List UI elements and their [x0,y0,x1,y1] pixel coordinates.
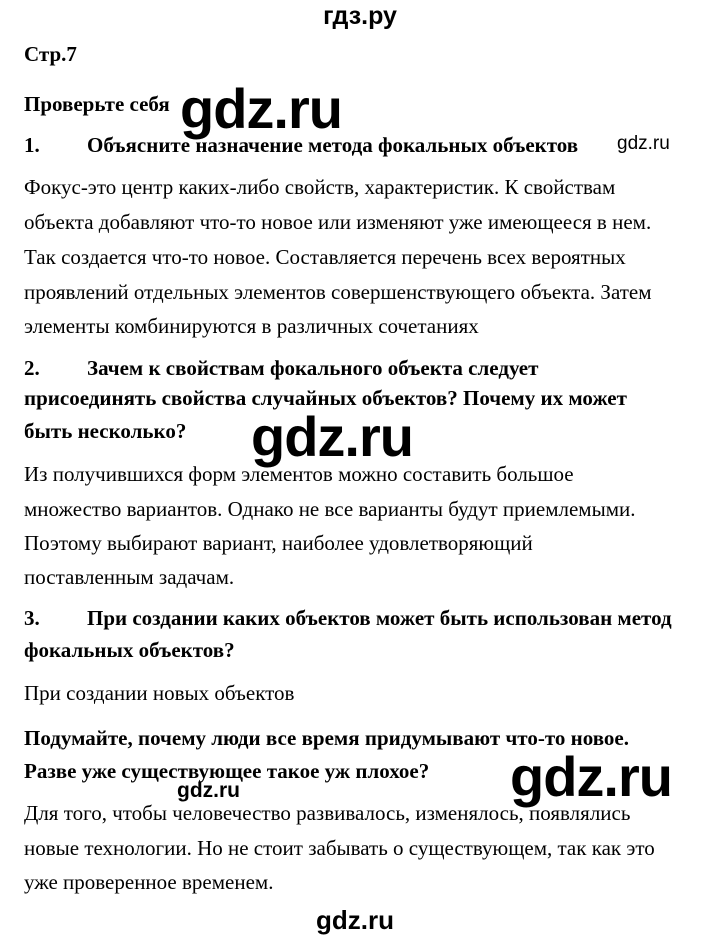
question-2-text-line: присоединять свойства случайных объектов? Почему их может [24,386,627,410]
question-2-text-line: Зачем к свойствам фокального объекта следует [87,356,539,380]
answer-1-line: элементы комбинируются в различных сочетаниях [24,314,479,338]
answer-1-line: проявлений отдельных элементов совершенствующего объекта. Затем [24,280,652,304]
page-label: Стр.7 [24,42,77,66]
question-3-number: 3. [24,606,40,630]
question-2-text-line: быть несколько? [24,419,187,443]
think-answer-line: уже проверенное временем. [24,870,274,894]
answer-2-line: поставленным задачам. [24,565,235,589]
think-question-line: Разве уже существующее такое уж плохое? [24,759,430,783]
watermark: gdz.ru [617,133,670,154]
question-1-text: Объясните назначение метода фокальных объектов [87,133,579,157]
answer-2-line: Из получившихся форм элементов можно составить большое [24,462,574,486]
question-3-text-line: фокальных объектов? [24,638,235,662]
think-answer-line: новые технологии. Но не стоит забывать о существующем, так как это [24,836,655,860]
watermark: gdz.ru [180,77,342,140]
watermark: gdz.ru [510,745,672,808]
question-2-number: 2. [24,356,40,380]
answer-3-line: При создании новых объектов [24,681,295,705]
answer-2-line: множество вариантов. Однако не все варианты будут приемлемыми. [24,497,636,521]
answer-1-line: Так создается что-то новое. Составляется перечень всех вероятных [24,245,626,269]
think-answer-line: Для того, чтобы человечество развивалось, изменялось, появлялись [24,801,631,825]
section-title: Проверьте себя [24,92,170,116]
site-header: гдз.ру [323,2,397,30]
question-3-text-line: При создании каких объектов может быть использован метод [87,606,672,630]
watermark: gdz.ru [251,405,413,468]
answer-1-line: объекта добавляют что-то новое или изменяют уже имеющееся в нем. [24,210,652,234]
answer-2-line: Поэтому выбирают вариант, наиболее удовлетворяющий [24,531,533,555]
think-question-line: Подумайте, почему люди все время придумывают что-то новое. [24,726,629,750]
watermark: gdz.ru [316,905,394,935]
answer-1-line: Фокус-это центр каких-либо свойств, характеристик. К свойствам [24,175,616,199]
question-1-number: 1. [24,133,40,157]
watermark: gdz.ru [177,779,240,802]
